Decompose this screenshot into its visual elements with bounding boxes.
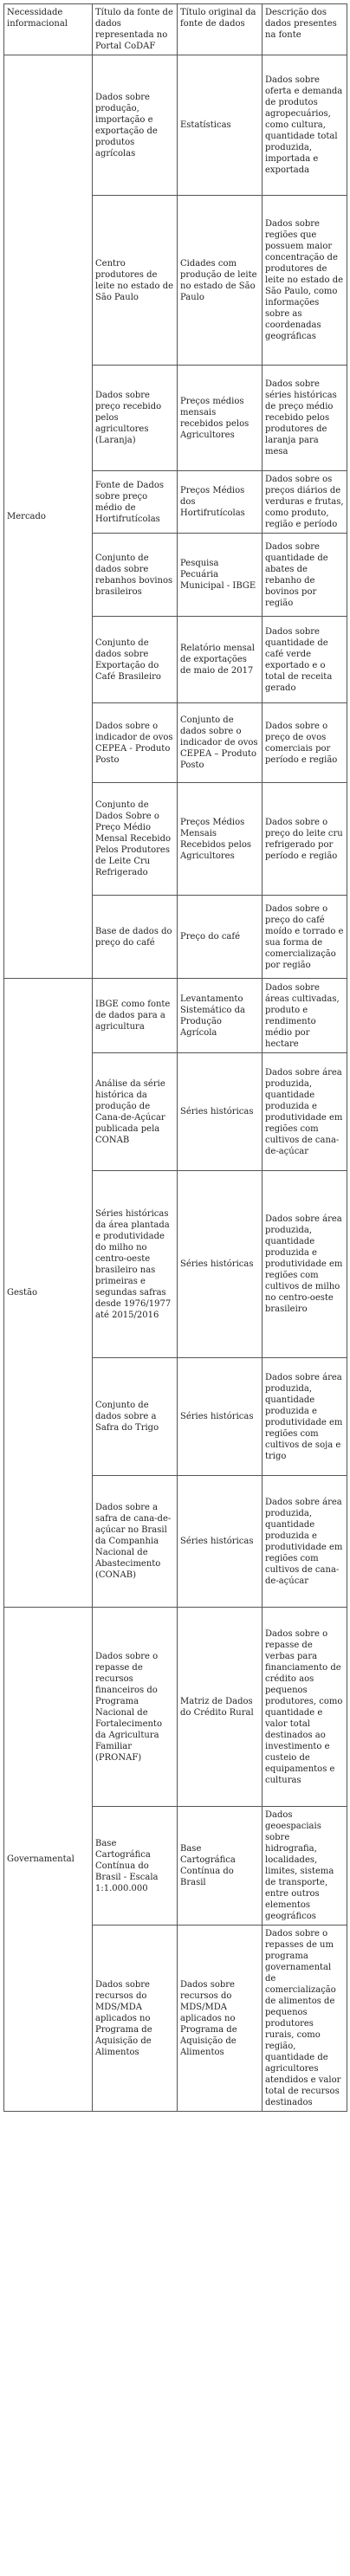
original-title-cell: Preços médios mensais recebidos pelos Agricultores: [178, 366, 262, 471]
source-title-cell: Análise da série histórica da produção de Cana-de-Açúcar publicada pela CONAB: [93, 1053, 178, 1171]
table-row: [4, 979, 347, 1053]
source-title-cell: Centro produtores de leite no estado de São Paulo: [93, 196, 178, 366]
original-title-cell: Levantamento Sistemático da Produção Agrícola: [178, 979, 262, 1053]
original-title-cell: Séries históricas: [178, 1171, 262, 1358]
source-title-cell: Dados sobre o repasse de recursos financeiros do Programa Nacional de Fortalecimento da Agricultura Familiar (PRONAF): [93, 1608, 178, 1807]
group-cell-mercado: Mercado: [4, 55, 93, 979]
description-cell: Dados sobre área produzida, quantidade produzida e produtividade em regiões com cultivos de cana-de-açúcar: [262, 1053, 347, 1171]
description-cell: Dados sobre o preço de ovos comerciais por período e região: [262, 703, 347, 783]
source-title-cell: Base de dados do preço do café: [93, 896, 178, 979]
source-title-cell: Dados sobre recursos do MDS/MDA aplicados no Programa de Aquisição de Alimentos: [93, 1926, 178, 2112]
source-title-cell: IBGE como fonte de dados para a agricultura: [93, 979, 178, 1053]
description-cell: Dados sobre o preço do café moído e torrado e sua forma de comercialização por região: [262, 896, 347, 979]
source-title-cell: Conjunto de dados sobre a Safra do Trigo: [93, 1358, 178, 1476]
original-title-cell: Relatório mensal de exportações de maio de 2017: [178, 617, 262, 703]
source-title-cell: Conjunto de dados sobre Exportação do Café Brasileiro: [93, 617, 178, 703]
description-cell: Dados sobre o preço do leite cru refrigerado por período e região: [262, 783, 347, 896]
header-cell: Descrição dos dados presentes na fonte: [262, 4, 347, 55]
description-cell: Dados sobre o repasse de verbas para financiamento de crédito aos pequenos produtores, como quantidade e valor total destinados ao investimento e custeio de equipamentos e culturas: [262, 1608, 347, 1807]
table-row: [4, 1608, 347, 1807]
data-sources-table: [3, 3, 347, 2112]
original-title-cell: Matriz de Dados do Crédito Rural: [178, 1608, 262, 1807]
description-cell: Dados sobre áreas cultivadas, produto e rendimento médio por hectare: [262, 979, 347, 1053]
source-title-cell: Conjunto de Dados Sobre o Preço Médio Mensal Recebido Pelos Produtores de Leite Cru Refrigerado: [93, 783, 178, 896]
original-title-cell: Séries históricas: [178, 1358, 262, 1476]
description-cell: Dados sobre os preços diários de verduras e frutas, como produto, região e período: [262, 471, 347, 534]
original-title-cell: Preço do café: [178, 896, 262, 979]
description-cell: Dados sobre quantidade de abates de rebanho de bovinos por região: [262, 534, 347, 617]
original-title-cell: Dados sobre recursos do MDS/MDA aplicados no Programa de Aquisição de Alimentos: [178, 1926, 262, 2112]
description-cell: Dados sobre área produzida, quantidade produzida e produtividade em regiões com cultivos de cana-de-açúcar: [262, 1476, 347, 1608]
original-title-cell: Preços Médios dos Hortifrutícolas: [178, 471, 262, 534]
description-cell: Dados sobre o repasses de um programa governamental de comercialização de alimentos de pequenos produtores rurais, como região, quantidade de agricultores atendidos e valor total de recursos destinados: [262, 1926, 347, 2112]
description-cell: Dados sobre regiões que possuem maior concentração de produtores de leite no estado de São Paulo, como informações sobre as coordenadas geográficas: [262, 196, 347, 366]
header-cell: Necessidade informacional: [4, 4, 93, 55]
description-cell: Dados sobre oferta e demanda de produtos agropecuários, como cultura, quantidade total produzida, importada e exportada: [262, 55, 347, 196]
header-cell: Título da fonte de dados representada no Portal CoDAF: [93, 4, 178, 55]
source-title-cell: Dados sobre produção, importação e exportação de produtos agrícolas: [93, 55, 178, 196]
original-title-cell: Pesquisa Pecuária Municipal - IBGE: [178, 534, 262, 617]
original-title-cell: Séries históricas: [178, 1053, 262, 1171]
source-title-cell: Base Cartográfica Contínua do Brasil - Escala 1:1.000.000: [93, 1807, 178, 1926]
original-title-cell: Conjunto de dados sobre o indicador de ovos CEPEA – Produto Posto: [178, 703, 262, 783]
group-cell-gestao: Gestão: [4, 979, 93, 1608]
original-title-cell: Cidades com produção de leite no estado de São Paulo: [178, 196, 262, 366]
table-row: [4, 55, 347, 196]
original-title-cell: Preços Médios Mensais Recebidos pelos Agricultores: [178, 783, 262, 896]
description-cell: Dados geoespaciais sobre hidrografia, localidades, limites, sistema de transporte, entre outros elementos geográficos: [262, 1807, 347, 1926]
description-cell: Dados sobre quantidade de café verde exportado e o total de receita gerado: [262, 617, 347, 703]
source-title-cell: Séries históricas da área plantada e produtividade do milho no centro-oeste brasileiro nas primeiras e segundas safras desde 1976/1977 até 2015/2016: [93, 1171, 178, 1358]
description-cell: Dados sobre área produzida, quantidade produzida e produtividade em regiões com cultivos de soja e trigo: [262, 1358, 347, 1476]
original-title-cell: Estatísticas: [178, 55, 262, 196]
description-cell: Dados sobre área produzida, quantidade produzida e produtividade em regiões com cultivos de milho no centro-oeste brasileiro: [262, 1171, 347, 1358]
source-title-cell: Conjunto de dados sobre rebanhos bovinos brasileiros: [93, 534, 178, 617]
original-title-cell: Séries históricas: [178, 1476, 262, 1608]
original-title-cell: Base Cartográfica Contínua do Brasil: [178, 1807, 262, 1926]
description-cell: Dados sobre séries históricas de preço médio recebido pelos produtores de laranja para mesa: [262, 366, 347, 471]
source-title-cell: Dados sobre o indicador de ovos CEPEA - Produto Posto: [93, 703, 178, 783]
source-title-cell: Dados sobre preço recebido pelos agricultores (Laranja): [93, 366, 178, 471]
source-title-cell: Fonte de Dados sobre preço médio de Hortifrutícolas: [93, 471, 178, 534]
header-row: [4, 4, 347, 55]
group-cell-governamental: Governamental: [4, 1608, 93, 2112]
header-cell: Título original da fonte de dados: [178, 4, 262, 55]
source-title-cell: Dados sobre a safra de cana-de-açúcar no Brasil da Companhia Nacional de Abastecimento (CONAB): [93, 1476, 178, 1608]
